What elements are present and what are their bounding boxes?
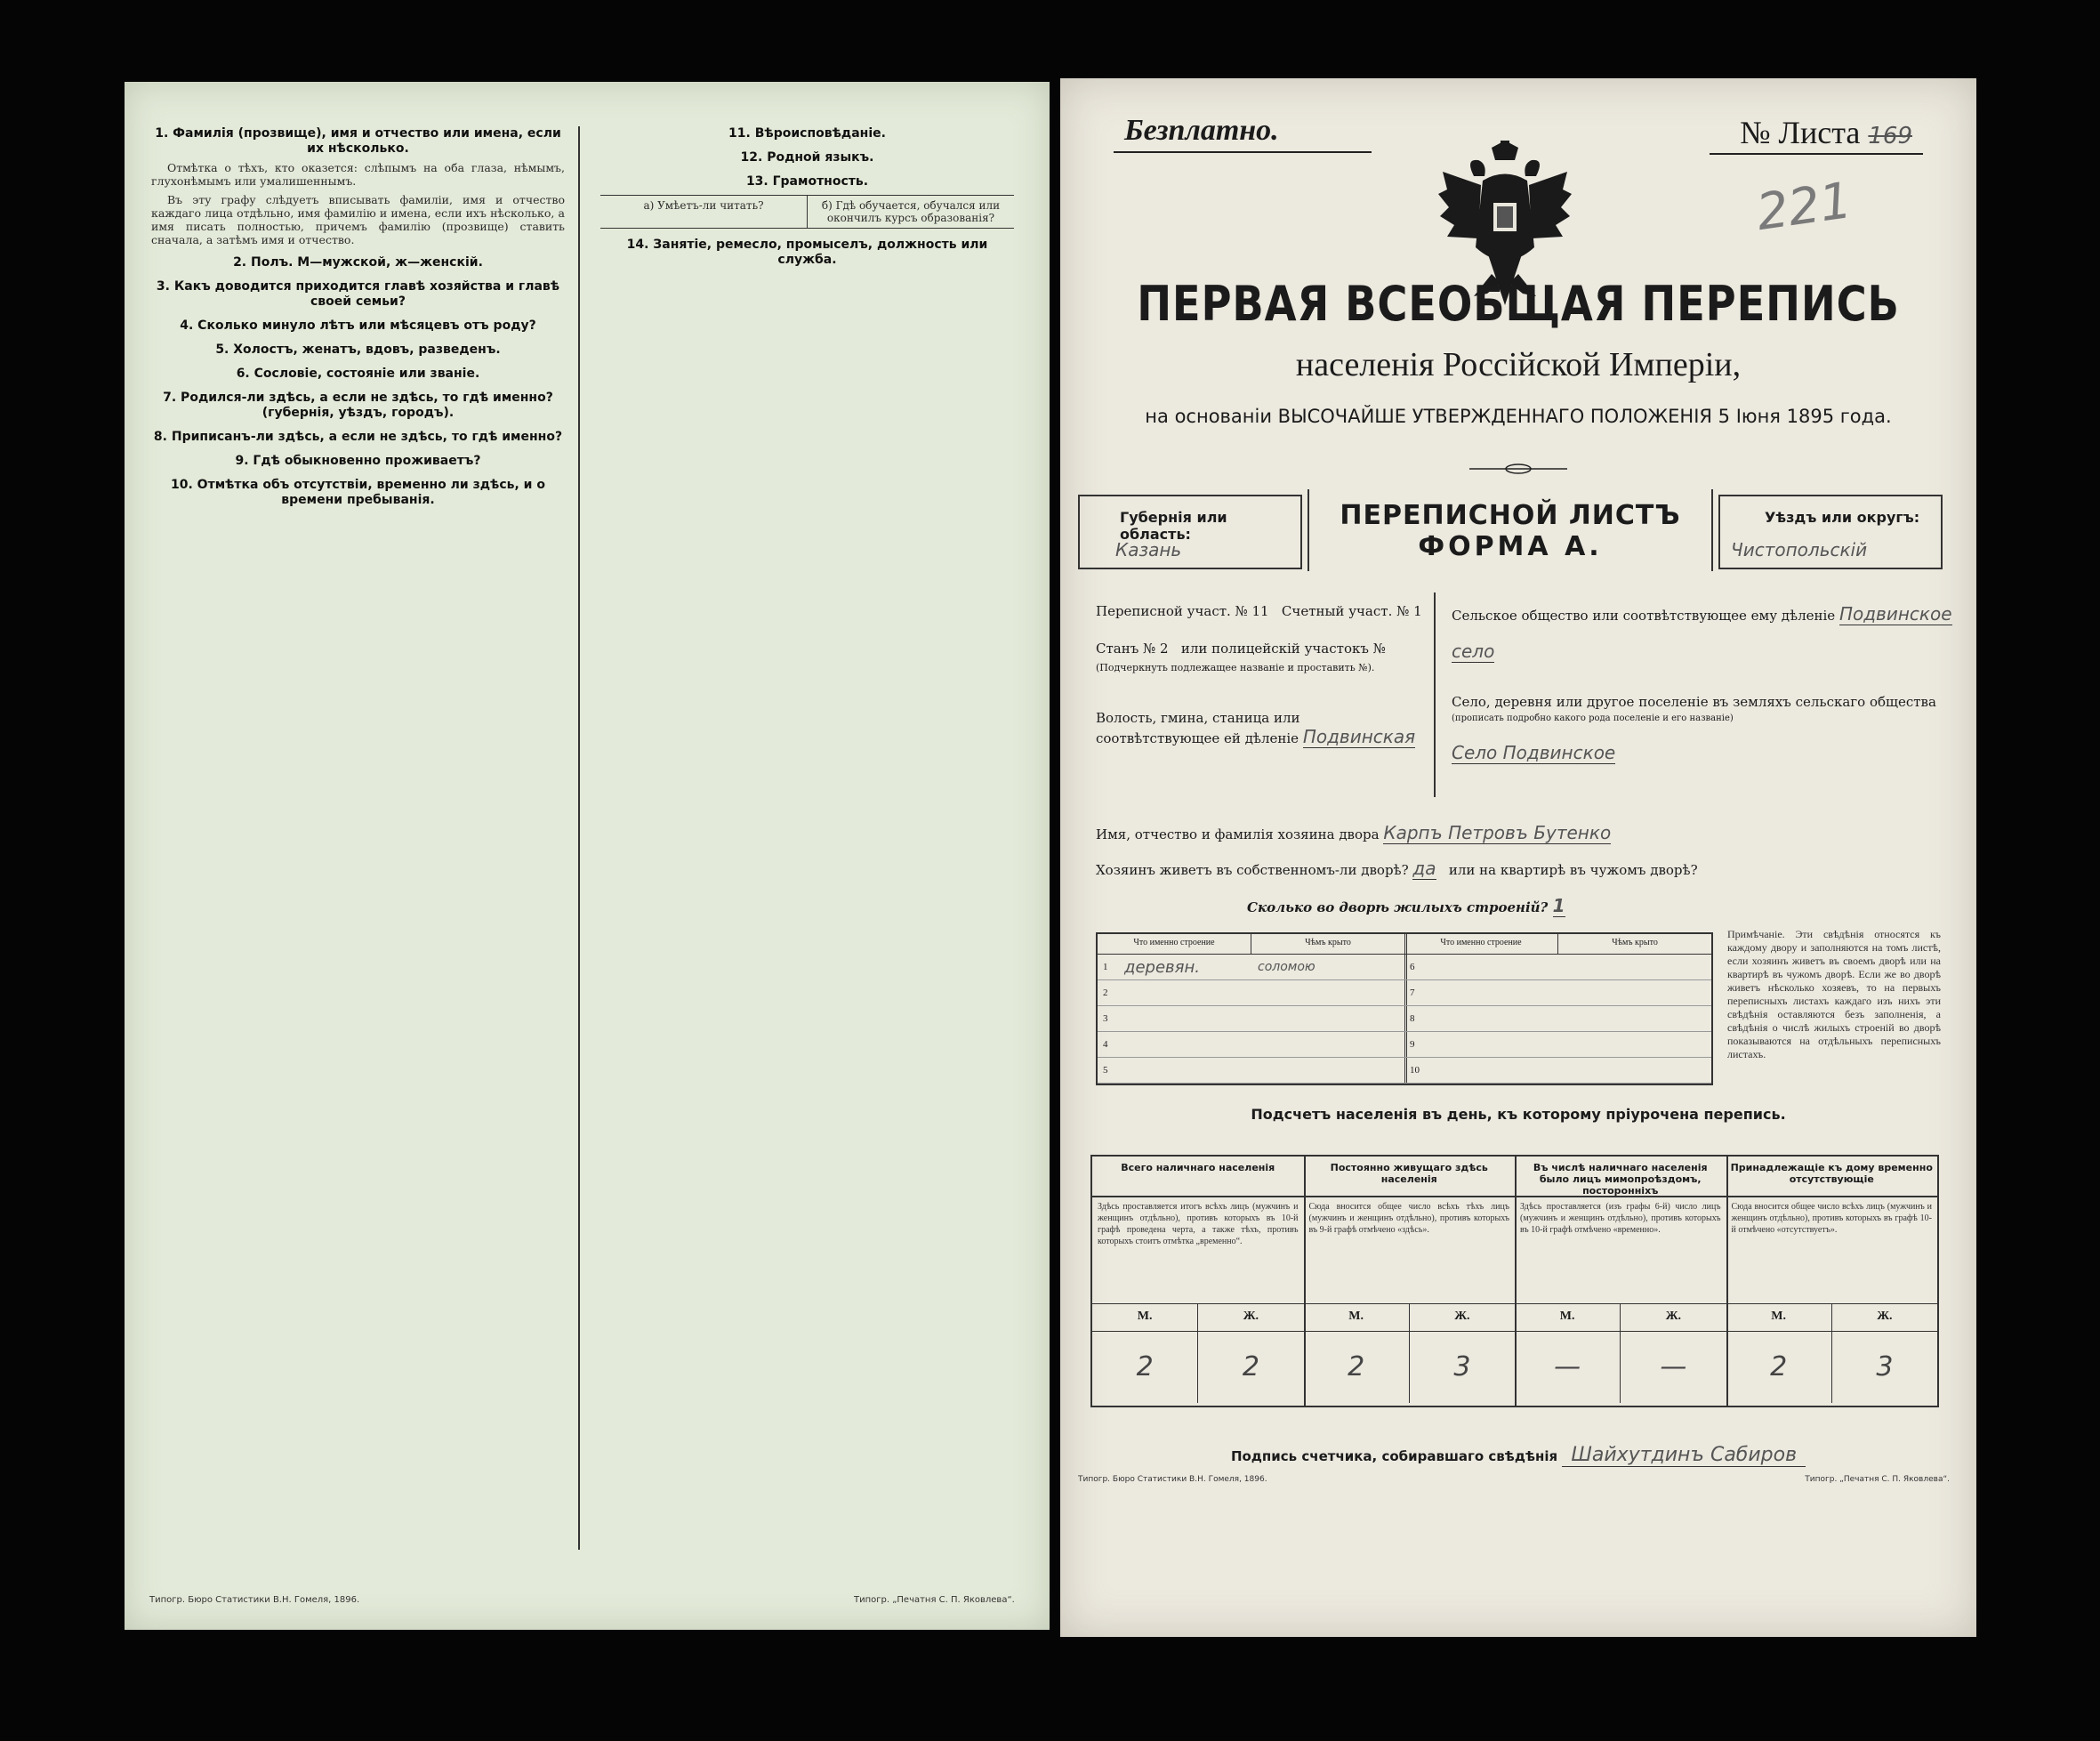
- count-values: 2 3: [1304, 1332, 1516, 1403]
- lives-own-field: Хозяинъ живетъ въ собственномъ-ли дворѣ? да или на квартирѣ въ чужомъ дворѣ?: [1096, 858, 1698, 879]
- printer-imprint: Типогр. „Печатня С. П. Яковлева“.: [854, 1595, 1015, 1605]
- village-value-field: [1452, 742, 1615, 764]
- village-label: Село, деревня или другое поселеніе въ земляхъ сельскаго общества: [1452, 694, 1936, 710]
- section-heading: 6. Сословіе, состояніе или званіе.: [236, 367, 480, 381]
- building-1-roof: соломою: [1258, 960, 1316, 974]
- table-row: 5: [1098, 1058, 1404, 1084]
- table-row: 8: [1404, 1006, 1711, 1032]
- table-row: 3: [1098, 1006, 1404, 1032]
- column-divider: [1434, 592, 1436, 797]
- society-field: Сельское общество или соотвѣтствующее ему дѣленіе Подвинское: [1452, 603, 1952, 625]
- ornament-divider: [1469, 463, 1567, 475]
- census-section-field: Переписной участ. № 11 Счетный участ. № 1: [1096, 603, 1422, 619]
- archive-stamp-number: 221: [1753, 171, 1856, 243]
- page-title: ПЕРВАЯ ВСЕОБЩАЯ ПЕРЕПИСЬ: [1137, 276, 1900, 332]
- gubernia-box: [1078, 495, 1302, 569]
- instructions-column-2: [600, 117, 1014, 1568]
- section-heading: 2. Полъ. М—мужской, ж—женскій.: [233, 255, 483, 270]
- section-heading: 1. Фамилія (прозвище), имя и отчество или имена, если их нѣсколько.: [155, 126, 561, 156]
- table-row: 4: [1098, 1032, 1404, 1058]
- village-hint: (прописать подробно какого рода поселеніе и его названіе): [1452, 713, 1734, 723]
- buildings-table-right: [1404, 934, 1711, 1084]
- section-paragraph: Отмѣтка о тѣхъ, кто оказется: слѣпымъ на оба глаза, нѣмымъ, глухонѣмымъ или умалишеннымъ.: [151, 161, 565, 188]
- section-heading: 5. Холостъ, женатъ, вдовъ, разведенъ.: [215, 343, 501, 357]
- village-value: Село Подвинское: [1452, 742, 1616, 763]
- society-value: Подвинское: [1839, 603, 1952, 625]
- enumerator-signature: Подпись счетчика, собиравшаго свѣдѣнія Шайхутдинъ Сабиров: [1060, 1444, 1976, 1466]
- printer-imprint: Типогр. „Печатня С. П. Яковлева“.: [1805, 1475, 1950, 1484]
- section-heading: 14. Занятіе, ремесло, промыселъ, должность или служба.: [626, 238, 988, 267]
- volost-field: Волость, гмина, станица или соотвѣтствующее ей дѣленіе Подвинская: [1096, 710, 1416, 747]
- buildings-value: 1: [1552, 895, 1565, 916]
- society-value-2: село: [1452, 641, 1495, 662]
- rule-line: [1114, 151, 1372, 153]
- table-row: 1 деревян. соломою: [1098, 955, 1404, 980]
- form-title-box: [1307, 489, 1713, 571]
- table-header: Что именно строение Чѣмъ крыто: [1098, 934, 1404, 955]
- free-label: Безплатно.: [1124, 114, 1279, 147]
- owner-field: Имя, отчество и фамилія хозяина двора Карпъ Петровъ Бутенко: [1096, 822, 1612, 843]
- section-heading: 11. Вѣроисповѣданіе.: [728, 126, 886, 141]
- gubernia-label: Губернія или область:: [1120, 509, 1227, 543]
- society-field-cont: [1452, 641, 1494, 663]
- section-heading: 7. Родился-ли здѣсь, а если не здѣсь, то гдѣ именно? (губернія, уѣздъ, городъ).: [163, 391, 553, 420]
- count-values: — —: [1515, 1332, 1726, 1403]
- count-values: 2 2: [1092, 1332, 1304, 1403]
- count-values: 2 3: [1726, 1332, 1938, 1403]
- uezd-value: Чистопольскій: [1731, 539, 1868, 560]
- legal-basis: на основаніи ВЫСОЧАЙШЕ УТВЕРЖДЕННАГО ПОЛОЖЕНІЯ 5 Іюня 1895 года.: [1145, 406, 1892, 427]
- sheet-label: № Листа: [1740, 115, 1861, 150]
- uezd-box: [1718, 495, 1943, 569]
- buildings-note: Примѣчаніе. Эти свѣдѣнія относятся къ каждому двору и заполняются на томъ листѣ, если хозяинъ живетъ въ своемъ дворѣ или на квартирѣ въ чужомъ дворѣ. Если же во дворѣ живетъ нѣсколько хозяевъ, то на первыхъ переписныхъ листахъ каждаго изъ нихъ эти свѣдѣнія оставляются безъ заполненія, а свѣдѣнія о числѣ жилыхъ строеній во дворѣ показываются на отдѣльныхъ переписныхъ листахъ.: [1727, 928, 1941, 1060]
- section-heading: 9. Гдѣ обыкновенно проживаетъ?: [235, 454, 481, 468]
- police-hint: (Подчеркнуть подлежащее названіе и проставить №).: [1096, 662, 1375, 673]
- literacy-study-label: б) Гдѣ обучается, обучался или окончилъ курсъ образованія?: [821, 199, 1001, 224]
- instructions-column-1: [151, 117, 565, 1568]
- gubernia-value: Казань: [1115, 539, 1182, 560]
- table-row: 9: [1404, 1032, 1711, 1058]
- form-title: ПЕРЕПИСНОЙ ЛИСТЪ: [1340, 500, 1681, 531]
- printer-imprint: Типогр. Бюро Статистики В.Н. Гомеля, 1896.: [149, 1595, 360, 1605]
- form-code: ФОРМА А.: [1418, 531, 1603, 562]
- sheet-number-value: 169: [1868, 123, 1912, 149]
- buildings-table-left: [1098, 934, 1407, 1084]
- count-column: Въ числѣ наличнаго населенія было лицъ мимопроѣздомъ, посторонніхъ Здѣсь проставляется (изъ графы 6-й) число лицъ (мужчинъ и женщинъ отдѣльно), противъ которыхъ въ 10-й графѣ отмѣчено «временно». М. Ж. — —: [1515, 1157, 1728, 1406]
- buildings-table: [1096, 932, 1713, 1085]
- section-heading: 12. Родной языкъ.: [740, 150, 874, 165]
- signature-value: Шайхутдинъ Сабиров: [1562, 1444, 1806, 1467]
- lives-own-value: да: [1412, 858, 1436, 879]
- instructions-page: [125, 82, 1050, 1630]
- buildings-field: Сколько во дворѣ жилыхъ строеній? 1: [1247, 895, 1565, 916]
- page-subtitle: населенія Россійской Имперіи,: [1295, 346, 1742, 383]
- section-heading: 4. Сколько минуло лѣтъ или мѣсяцевъ отъ роду?: [180, 318, 536, 333]
- section-heading: 13. Грамотность.: [745, 174, 869, 189]
- table-row: 2: [1098, 980, 1404, 1006]
- count-column: Постоянно живущаго здѣсь населенія Сюда вносится общее число всѣхъ тѣхъ лицъ (мужчинъ и женщинъ отдѣльно), противъ которыхъ въ 9-й графѣ отмѣчено «здѣсь». М. Ж. 2 3: [1304, 1157, 1517, 1406]
- population-count-table: [1090, 1155, 1939, 1407]
- count-column: Принадлежащіе къ дому временно отсутствующіе Сюда вносится общее число всѣхъ лицъ (мужчинъ и женщинъ отдѣльно), противъ которыхъ въ графѣ 10-й отмѣчено «отсутствуетъ». М. Ж. 2 3: [1726, 1157, 1938, 1406]
- printer-imprint: Типогр. Бюро Статистики В.Н. Гомеля, 1896.: [1078, 1475, 1267, 1484]
- owner-value: Карпъ Петровъ Бутенко: [1383, 822, 1612, 843]
- column-divider: [578, 126, 580, 1550]
- section-heading: 8. Приписанъ-ли здѣсь, а если не здѣсь, то гдѣ именно?: [153, 430, 563, 444]
- stan-field: Станъ № 2 или полицейскій участокъ №: [1096, 641, 1386, 657]
- table-header: Что именно строение Чѣмъ крыто: [1404, 934, 1711, 955]
- census-form-page: [1060, 78, 1976, 1637]
- volost-value: Подвинская: [1302, 726, 1416, 747]
- count-column: Всего наличнаго населенія Здѣсь проставляется итогъ всѣхъ лицъ (мужчинъ и женщинъ отдѣльно), противъ которыхъ въ 10-й графѣ проведена черта, а также тѣхъ, противъ которыхъ стоитъ отмѣтка „временно“. М. Ж. 2 2: [1092, 1157, 1306, 1406]
- literacy-subheader: [600, 195, 1014, 229]
- uezd-label: Уѣздъ или округъ:: [1765, 509, 1920, 526]
- count-title: Подсчетъ населенія въ день, къ которому пріурочена перепись.: [1251, 1106, 1786, 1123]
- table-row: 6: [1404, 955, 1711, 980]
- section-heading: 3. Какъ доводится приходится главѣ хозяйства и главѣ своей семьи?: [156, 279, 560, 309]
- table-row: 10: [1404, 1058, 1711, 1084]
- literacy-read-label: а) Умѣетъ-ли читать?: [600, 196, 808, 228]
- building-1-type: деревян.: [1124, 958, 1200, 977]
- table-row: 7: [1404, 980, 1711, 1006]
- section-paragraph: Въ эту графу слѣдуетъ вписывать фамиліи, имя и отчество каждаго лица отдѣльно, имя фамилію и имена, если ихъ нѣсколько, а имя писать полностью, причемъ фамилію (прозвище) ставить сначала, а затѣмъ имя и отчество.: [151, 193, 565, 246]
- sheet-number: [1740, 114, 1912, 151]
- rule-line: [1710, 153, 1923, 155]
- section-heading: 10. Отмѣтка объ отсутствіи, временно ли здѣсь, и о времени пребыванія.: [171, 478, 545, 507]
